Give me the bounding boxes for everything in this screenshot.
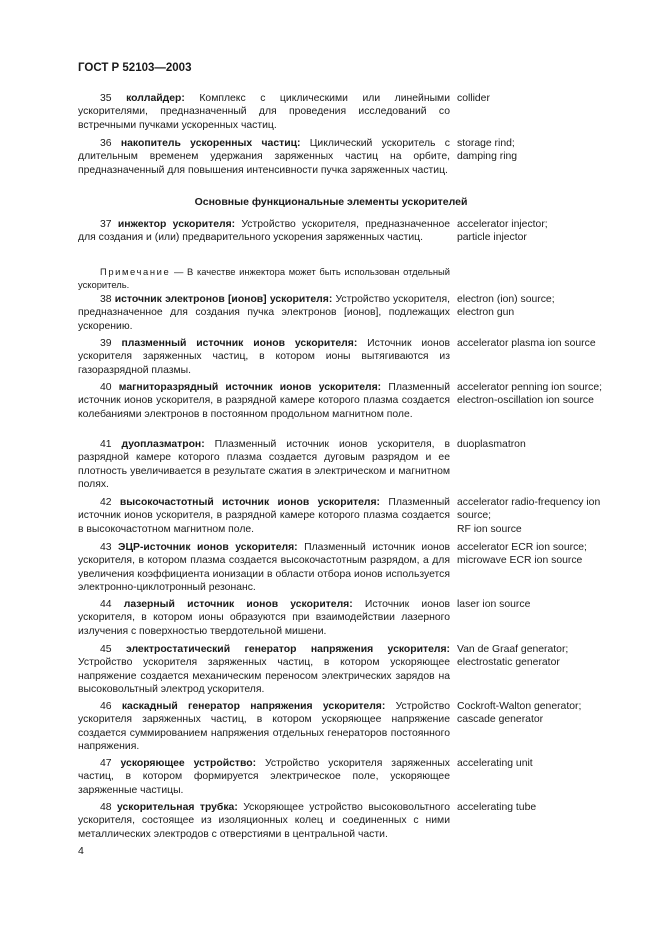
term-entry-37: 37 инжектор ускорителя: Устройство ускорителя, предназначенное для создания и (или) предварительного ускорения заряженных частиц.	[78, 219, 450, 244]
term-entry-48: 48 ускорительная трубка: Ускоряющее устройство высоковольтного ускорителя, состоящее из изоляционных колец и соединенных с ними металлических электродов с отверстиями в центральной части.	[78, 802, 450, 840]
english-equivalent-45: Van de Graaf generator; electrostatic generator	[457, 644, 569, 669]
english-equivalent-37: accelerator injector; particle injector	[457, 219, 548, 244]
english-equivalent-43: accelerator ECR ion source; microwave ECR ion source	[457, 542, 587, 567]
term-entry-40: 40 магниторазрядный источник ионов ускорителя: Плазменный источник ионов ускорителя, в разрядной камере которого плазма создается колебаниями электронов в постоянном продольном магнитном поле.	[78, 382, 451, 420]
term-entry-35: 35 коллайдер: Комплекс с циклическими или линейными ускорителями, предназначенный для проведения исследований со встречными пучками ускоренных частиц.	[78, 93, 451, 131]
english-equivalent-38: electron (ion) source; electron gun	[457, 294, 555, 319]
term-entry-38: 38 источник электронов [ионов] ускорителя: Устройство ускорителя, предназначенное для создания пучка электронов [ионов], подлежащих ускорению.	[78, 294, 450, 332]
english-equivalent-40: accelerator penning ion source; electron-oscillation ion source	[457, 382, 602, 407]
term-entry-44: 44 лазерный источник ионов ускорителя: Источник ионов ускорителя, в котором ионы образуются при взаимодействии лазерного излучения с поверхностью твердотельной мишени.	[78, 599, 451, 637]
english-equivalent-42: accelerator radio-frequency ion source; RF ion source	[457, 497, 601, 535]
english-equivalent-41: duoplasmatron	[457, 439, 526, 450]
english-equivalent-46: Cockroft-Walton generator; cascade generator	[457, 701, 582, 726]
term-entry-43: 43 ЭЦР-источник ионов ускорителя: Плазменный источник ионов ускорителя, в котором плазма создается высокочастотным разрядом, а для увеличения коэффициента ионизации в области отбора ионов используется электронно-циклотронный резонанс.	[78, 542, 451, 594]
term-entry-47: 47 ускоряющее устройство: Устройство ускорителя заряженных частиц, в котором формируется электрическое поле, ускоряющее заряженные частицы.	[78, 758, 451, 796]
term-entry-39: 39 плазменный источник ионов ускорителя: Источник ионов ускорителя заряженных частиц, в котором ионы вытягиваются из газоразрядной плазмы.	[78, 338, 450, 376]
term-entry-42: 42 высокочастотный источник ионов ускорителя: Плазменный источник ионов ускорителя, в разрядной камере которого плазма создается в высокочастотном магнитном поле.	[78, 497, 450, 535]
english-equivalent-39: accelerator plasma ion source	[457, 338, 596, 349]
english-equivalent-36: storage rind; damping ring	[457, 138, 518, 163]
section-heading: Основные функциональные элементы ускорителей	[194, 196, 468, 208]
english-equivalent-48: accelerating tube	[457, 802, 537, 813]
document-header: ГОСТ Р 52103—2003	[78, 62, 192, 74]
english-equivalent-47: accelerating unit	[457, 758, 533, 769]
note: Примечание — В качестве инжектора может быть использован отдельный ускоритель.	[78, 266, 450, 290]
term-entry-46: 46 каскадный генератор напряжения ускорителя: Устройство ускорителя заряженных частиц, в котором ускоряющее напряжение создается суммированием напряжения отдельных генераторов постоянного напряжения.	[78, 701, 450, 753]
page-number: 4	[78, 845, 84, 857]
english-equivalent-35: collider	[457, 93, 490, 104]
term-entry-36: 36 накопитель ускоренных частиц: Циклический ускоритель с длительным временем удержания заряженных частиц на орбите, предназначенный для повышения интенсивности пучка заряженных частиц.	[78, 138, 450, 176]
english-equivalent-44: laser ion source	[457, 599, 531, 610]
term-entry-45: 45 электростатический генератор напряжения ускорителя: Устройство ускорителя заряженных частиц, в котором ускоряющее напряжение создается механическим переносом электрических зарядов на высоковольтный электрод ускорителя.	[78, 644, 450, 696]
term-entry-41: 41 дуоплазматрон: Плазменный источник ионов ускорителя, в разрядной камере которого плазма создается дуговым разрядом и ее плотность увеличивается в результате сжатия в электрическом и магнитном полях.	[78, 439, 450, 491]
